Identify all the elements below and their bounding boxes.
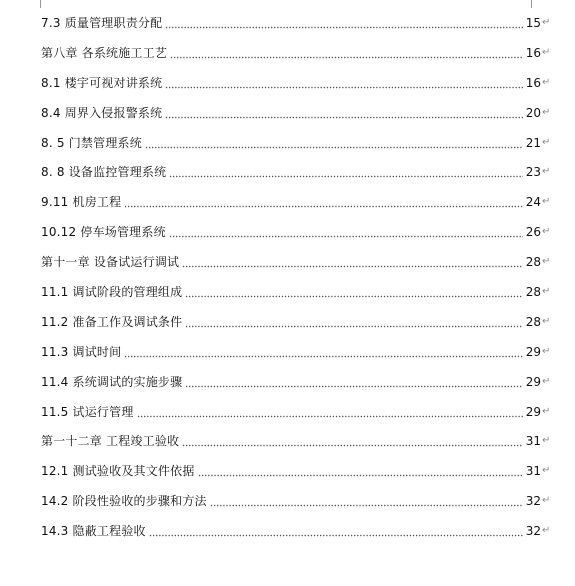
- toc-entry[interactable]: [41, 157, 551, 187]
- toc-dot-leader: [185, 315, 523, 329]
- toc-entry[interactable]: [41, 98, 551, 128]
- paragraph-mark-icon: ↵: [542, 256, 551, 268]
- toc-entry[interactable]: [41, 516, 551, 546]
- toc-page-number: 29: [525, 344, 541, 359]
- toc-page-number: 21: [525, 135, 541, 150]
- toc-entry[interactable]: [41, 247, 551, 277]
- toc-dot-leader: [182, 434, 523, 448]
- paragraph-mark-icon: ↵: [542, 226, 551, 238]
- toc-entry[interactable]: [41, 217, 551, 247]
- paragraph-mark-icon: ↵: [542, 136, 551, 148]
- toc-entry[interactable]: [41, 128, 551, 158]
- toc-entry-title: 8.1 楼宇可视对讲系统: [41, 75, 163, 90]
- paragraph-mark-icon: ↵: [542, 16, 551, 28]
- toc-dot-leader: [165, 76, 523, 90]
- toc-dot-leader: [124, 345, 523, 359]
- paragraph-mark-icon: ↵: [542, 375, 551, 387]
- toc-page-number: 24: [525, 195, 541, 210]
- toc-page-number: 23: [525, 165, 541, 180]
- paragraph-mark-icon: ↵: [542, 285, 551, 297]
- toc-entry[interactable]: [41, 486, 551, 516]
- toc-dot-leader: [170, 46, 523, 60]
- toc-entry-title: 第一十二章 工程竣工验收: [41, 434, 180, 449]
- toc-page-number: 32: [525, 524, 541, 539]
- toc-entry[interactable]: [41, 426, 551, 456]
- toc-entry-title: 11.5 试运行管理: [41, 404, 134, 419]
- paragraph-mark-icon: ↵: [542, 196, 551, 208]
- toc-page-number: 29: [525, 404, 541, 419]
- toc-dot-leader: [137, 405, 523, 419]
- toc-entry-title: 14.2 阶段性验收的步骤和方法: [41, 494, 207, 509]
- toc-page-number: 20: [525, 105, 541, 120]
- toc-entry[interactable]: [41, 187, 551, 217]
- toc-page-number: 31: [525, 464, 541, 479]
- paragraph-mark-icon: ↵: [542, 525, 551, 537]
- toc-entry[interactable]: [41, 337, 551, 367]
- paragraph-mark-icon: ↵: [542, 76, 551, 88]
- toc-page-number: 32: [525, 494, 541, 509]
- toc-entry-title: 11.2 准备工作及调试条件: [41, 314, 183, 329]
- toc-page-number: 28: [525, 314, 541, 329]
- toc-dot-leader: [149, 524, 523, 538]
- toc-entry-title: 7.3 质量管理职责分配: [41, 15, 163, 30]
- toc-dot-leader: [185, 375, 523, 389]
- toc-entry-title: 10.12 停车场管理系统: [41, 225, 166, 240]
- toc-entry[interactable]: [41, 38, 551, 68]
- toc-entry-title: 12.1 测试验收及其文件依据: [41, 464, 195, 479]
- toc-entry-title: 11.1 调试阶段的管理组成: [41, 284, 183, 299]
- toc-entry[interactable]: [41, 397, 551, 427]
- toc-entry[interactable]: [41, 8, 551, 38]
- toc-page-number: 29: [525, 374, 541, 389]
- paragraph-mark-icon: ↵: [542, 315, 551, 327]
- toc-entry[interactable]: [41, 456, 551, 486]
- paragraph-mark-icon: ↵: [542, 46, 551, 58]
- toc-entry-title: 9.11 机房工程: [41, 195, 122, 210]
- toc-page-number: 28: [525, 255, 541, 270]
- toc-dot-leader: [165, 106, 523, 120]
- toc-entry-title: 8. 5 门禁管理系统: [41, 135, 142, 150]
- toc-dot-leader: [124, 195, 523, 209]
- toc-entry-title: 8. 8 设备监控管理系统: [41, 165, 167, 180]
- toc-dot-leader: [198, 464, 523, 478]
- toc-page-number: 15: [525, 15, 541, 30]
- toc-dot-leader: [145, 136, 523, 150]
- toc-dot-leader: [169, 225, 523, 239]
- paragraph-mark-icon: ↵: [542, 465, 551, 477]
- toc-entry-title: 11.4 系统调试的实施步骤: [41, 374, 183, 389]
- toc-dot-leader: [169, 165, 523, 179]
- paragraph-mark-icon: ↵: [542, 166, 551, 178]
- toc-page-number: 16: [525, 75, 541, 90]
- toc-entry-title: 8.4 周界入侵报警系统: [41, 105, 163, 120]
- toc-entry[interactable]: [41, 277, 551, 307]
- toc-dot-leader: [182, 255, 523, 269]
- toc-page-number: 16: [525, 45, 541, 60]
- table-of-contents: [41, 8, 551, 546]
- toc-entry[interactable]: [41, 367, 551, 397]
- toc-page-number: 28: [525, 284, 541, 299]
- page-corner-mark-left: [32, 0, 41, 8]
- toc-entry-title: 第八章 各系统施工工艺: [41, 45, 168, 60]
- toc-dot-leader: [185, 285, 523, 299]
- paragraph-mark-icon: ↵: [542, 405, 551, 417]
- toc-page-number: 31: [525, 434, 541, 449]
- paragraph-mark-icon: ↵: [542, 435, 551, 447]
- toc-entry[interactable]: [41, 68, 551, 98]
- toc-entry-title: 14.3 隐蔽工程验收: [41, 524, 146, 539]
- paragraph-mark-icon: ↵: [542, 106, 551, 118]
- toc-dot-leader: [165, 16, 523, 30]
- paragraph-mark-icon: ↵: [542, 345, 551, 357]
- toc-entry[interactable]: [41, 307, 551, 337]
- paragraph-mark-icon: ↵: [542, 495, 551, 507]
- toc-page-number: 26: [525, 225, 541, 240]
- toc-dot-leader: [210, 494, 523, 508]
- toc-entry-title: 第十一章 设备试运行调试: [41, 255, 180, 270]
- page-corner-mark-right: [531, 0, 540, 8]
- toc-entry-title: 11.3 调试时间: [41, 344, 122, 359]
